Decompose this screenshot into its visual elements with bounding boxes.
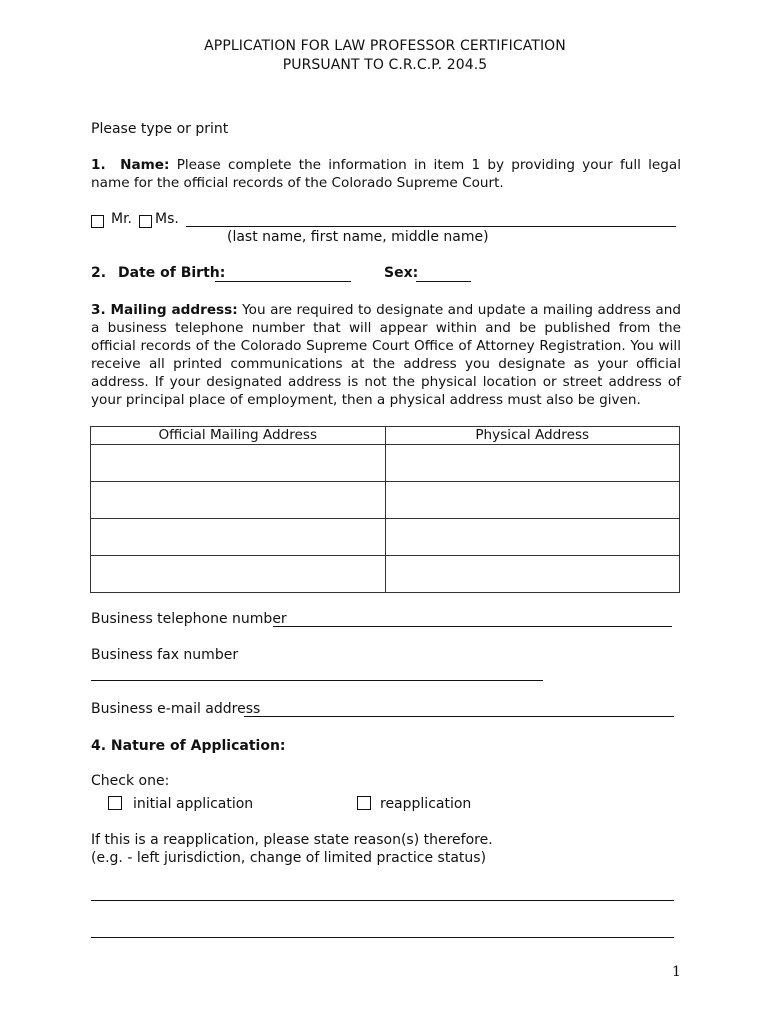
official-mailing-address-cell[interactable] xyxy=(91,519,386,556)
section1-paragraph xyxy=(91,156,681,192)
section3-text: You are required to designate and update a mailing address and a business telephone number that will appear within and be published from the official records of the Colorado Supreme Court Office of Attorney Registration. You will receive all printed communications at the address you designate as your official address. If your designated address is not the physical location or street address of your principal place of employment, then a physical address must also be given. xyxy=(91,302,681,408)
page-number: 1 xyxy=(672,964,681,980)
business-phone-label: Business telephone number xyxy=(91,611,287,627)
address-table xyxy=(90,426,680,593)
reapplication-checkbox[interactable] xyxy=(357,796,371,810)
table-row xyxy=(91,482,680,519)
section2-number: 2. xyxy=(91,265,107,281)
reapplication-reason-example: (e.g. - left jurisdiction, change of limited practice status) xyxy=(91,850,487,866)
initial-application-label: initial application xyxy=(133,796,254,812)
business-phone-field[interactable] xyxy=(273,626,672,627)
section1-number: 1. xyxy=(91,157,106,173)
ms-label: Ms. xyxy=(155,211,179,227)
table-row xyxy=(91,519,680,556)
business-email-field[interactable] xyxy=(244,716,674,717)
sex-label: Sex: xyxy=(384,265,419,281)
dob-label: Date of Birth: xyxy=(118,265,226,281)
initial-application-checkbox[interactable] xyxy=(108,796,122,810)
official-mailing-address-cell[interactable] xyxy=(91,445,386,482)
physical-address-cell[interactable] xyxy=(385,519,680,556)
official-mailing-address-header: Official Mailing Address xyxy=(91,427,386,445)
dob-field[interactable] xyxy=(215,281,351,282)
physical-address-cell[interactable] xyxy=(385,556,680,593)
physical-address-header: Physical Address xyxy=(385,427,680,445)
table-row xyxy=(91,556,680,593)
business-fax-field[interactable] xyxy=(91,680,543,681)
address-table-header xyxy=(91,427,680,445)
table-row xyxy=(91,445,680,482)
section1-text: Please complete the information in item 1 by providing your full legal name for the official records of the Colorado Supreme Court. xyxy=(91,157,682,191)
check-one-label: Check one: xyxy=(91,773,170,789)
business-fax-label: Business fax number xyxy=(91,647,239,663)
reason-field-line2[interactable] xyxy=(91,937,674,938)
official-mailing-address-cell[interactable] xyxy=(91,482,386,519)
section3-paragraph xyxy=(91,301,681,409)
form-title-line2: PURSUANT TO C.R.C.P. 204.5 xyxy=(282,57,488,73)
mr-checkbox[interactable] xyxy=(91,215,104,228)
reapplication-label: reapplication xyxy=(380,796,472,812)
name-format-hint: (last name, first name, middle name) xyxy=(227,229,489,245)
section3-heading: 3. Mailing address: xyxy=(91,302,238,318)
full-name-field[interactable] xyxy=(186,226,676,227)
ms-checkbox[interactable] xyxy=(139,215,152,228)
intro-instruction: Please type or print xyxy=(91,121,229,137)
mr-label: Mr. xyxy=(111,211,132,227)
section4-heading: 4. Nature of Application: xyxy=(91,738,286,754)
reason-field-line1[interactable] xyxy=(91,900,674,901)
form-title-line1: APPLICATION FOR LAW PROFESSOR CERTIFICATION xyxy=(204,38,566,54)
section1-heading: Name: xyxy=(120,157,170,173)
official-mailing-address-cell[interactable] xyxy=(91,556,386,593)
reapplication-reason-instruction: If this is a reapplication, please state reason(s) therefore. xyxy=(91,832,493,848)
physical-address-cell[interactable] xyxy=(385,445,680,482)
physical-address-cell[interactable] xyxy=(385,482,680,519)
business-email-label: Business e-mail address xyxy=(91,701,261,717)
sex-field[interactable] xyxy=(416,281,471,282)
